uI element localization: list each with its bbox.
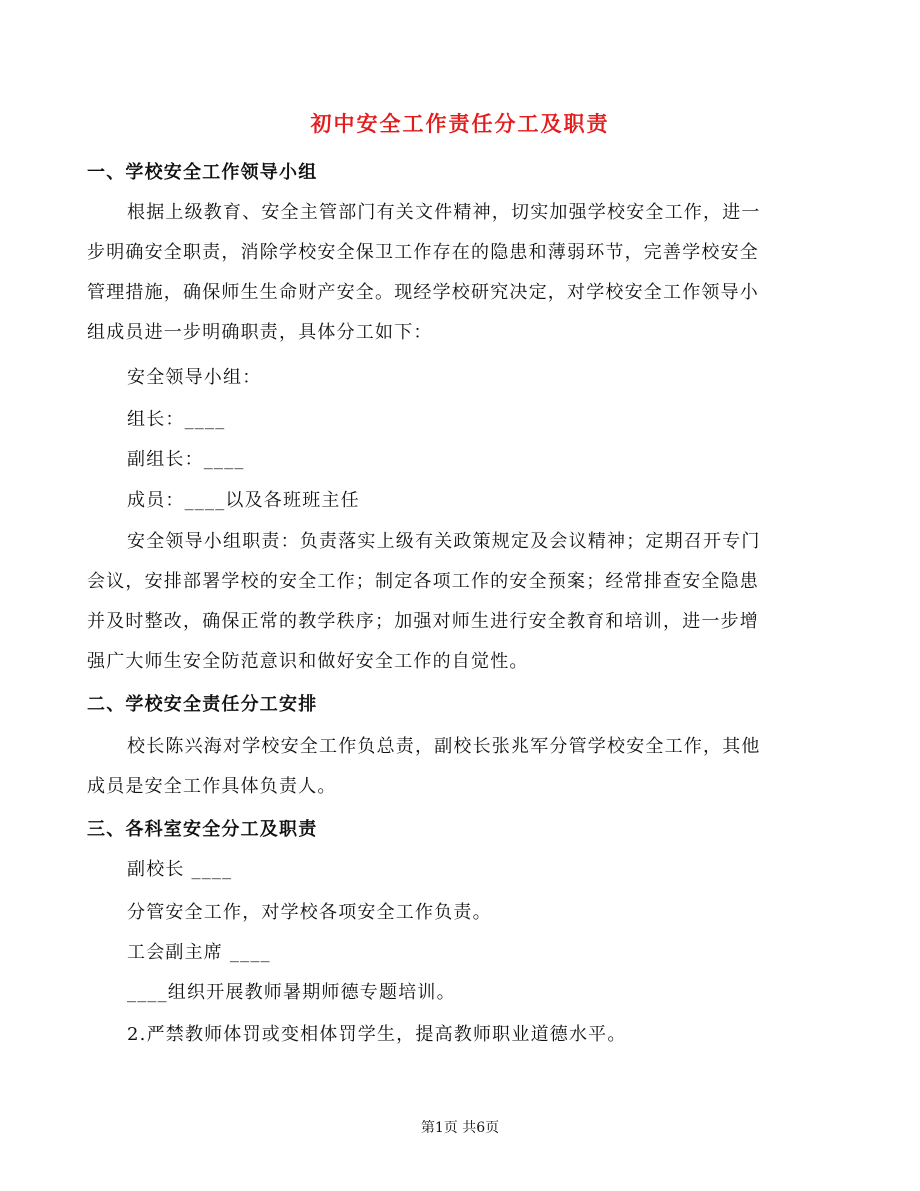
section2-para-line-2: 成员是安全工作具体负责人。 bbox=[87, 776, 337, 797]
section2-heading: 二、学校安全责任分工安排 bbox=[87, 694, 318, 715]
group-leader: 组长：____ bbox=[127, 409, 226, 430]
section1-para-line-3: 管理措施，确保师生生命财产安全。现经学校研究决定，对学校安全工作领导小 bbox=[87, 282, 759, 303]
group-label: 安全领导小组： bbox=[127, 367, 262, 388]
section1-heading: 一、学校安全工作领导小组 bbox=[87, 162, 318, 183]
duty-line-4: 强广大师生安全防范意识和做好安全工作的自觉性。 bbox=[87, 651, 529, 672]
section2-para-line-1: 校长陈兴海对学校安全工作负总责，副校长张兆军分管学校安全工作，其他 bbox=[127, 736, 761, 757]
duty-item-2: 2.严禁教师体罚或变相体罚学生，提高教师职业道德水平。 bbox=[127, 1024, 627, 1045]
section3-heading: 三、各科室安全分工及职责 bbox=[87, 819, 318, 840]
group-vice-leader: 副组长：____ bbox=[127, 449, 245, 470]
vice-principal: 副校长 ____ bbox=[127, 859, 233, 880]
duty-item-1: ____组织开展教师暑期师德专题培训。 bbox=[127, 982, 456, 1003]
vice-principal-duty: 分管安全工作，对学校各项安全工作负责。 bbox=[127, 902, 492, 923]
page-footer: 第1页 共6页 bbox=[420, 1120, 500, 1136]
group-members: 成员：____以及各班班主任 bbox=[127, 490, 360, 511]
duty-line-2: 会议，安排部署学校的安全工作；制定各项工作的安全预案；经常排查安全隐患 bbox=[87, 571, 759, 592]
section1-para-line-2: 步明确安全职责，消除学校安全保卫工作存在的隐患和薄弱环节，完善学校安全 bbox=[87, 242, 759, 263]
section1-para-line-1: 根据上级教育、安全主管部门有关文件精神，切实加强学校安全工作，进一 bbox=[127, 202, 761, 223]
duty-line-3: 并及时整改，确保正常的教学秩序；加强对师生进行安全教育和培训，进一步增 bbox=[87, 611, 759, 632]
document-title: 初中安全工作责任分工及职责 bbox=[310, 111, 610, 136]
union-vice-chair: 工会副主席 ____ bbox=[127, 942, 271, 963]
section1-para-line-4: 组成员进一步明确职责，具体分工如下： bbox=[87, 322, 433, 343]
duty-line-1: 安全领导小组职责：负责落实上级有关政策规定及会议精神；定期召开专门 bbox=[127, 531, 761, 552]
